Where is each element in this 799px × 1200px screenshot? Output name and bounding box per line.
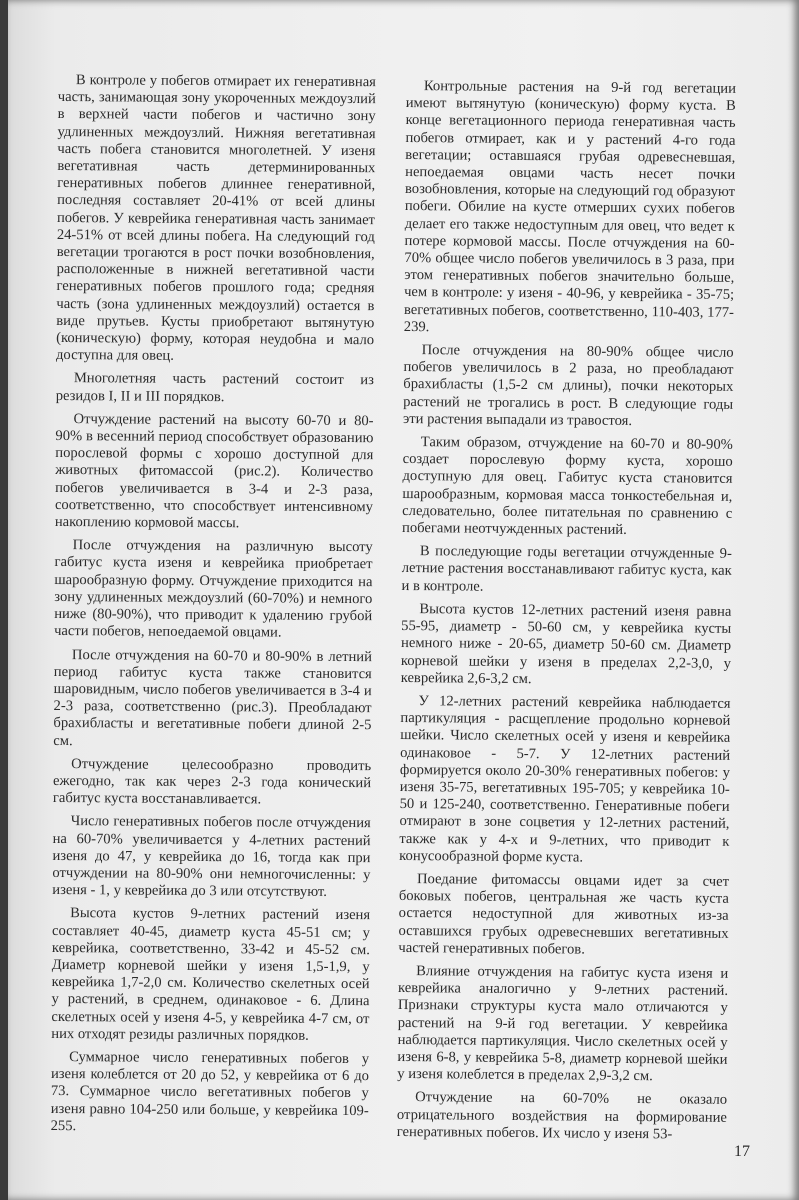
page-number: 17 — [734, 1143, 750, 1160]
paragraph: Высота кустов 9-летних растений изеня составляет 40-45, диаметр куста 45-51 см; у кеврейика, соответственно, 33-42 и 45-52 см. Диаметр корневой шейки у изеня 1,5-1,9, у кеврейика 1,7-2,0 см. Количество скелетных осей у растений, в среднем, одинаковое - 6. Длина скелетных осей у изеня 4-5, у кеврейика 4-7 см, от них отходят резиды различных порядков. — [51, 905, 371, 1044]
paragraph: После отчуждения на 60-70 и 80-90% в летний период габитус куста также становится шаровидным, число побегов увеличивается в 3-4 и 2-3 раза, соответственно (рис.3). Преобладают брахибласты и вегетативные побеги длиной 2-5 см. — [53, 646, 372, 749]
paragraph: В последующие годы вегетации отчужденные 9-летние растения восстанавливают габитус куста, как и в контроле. — [401, 543, 732, 595]
paragraph: После отчуждения на различную высоту габитус куста изеня и кеврейика приобретает шарообразную форму. Отчуждение приходится на зону удлиненных междоузлий (60-70%) и немного ниже (80-90%), что приводит к удалению грубой части побегов, непоедаемой овцами. — [54, 537, 373, 641]
paragraph: Отчуждение на 60-70% не оказало отрицательного воздействия на формирование генеративных побегов. Их число у изеня 53- — [396, 1089, 728, 1143]
paragraph: У 12-летних растений кеврейика наблюдается партикуляция - расщепление продольно корневой шейки. Число скелетных осей у изеня и кеврейика одинаковое - 5-7. У 12-летних растений формируется около 20-30% генеративных побегов: у изеня 35-75, вегетативных 195-705; у кеврейика 10-50 и 125-240, соответственно. Генеративные побеги отмирают в зоне соцветия у 12-летних растений, также как у 4-х и 9-летних, что приводит к конусообразной форме куста. — [399, 693, 731, 866]
paragraph: Таким образом, отчуждение на 60-70 и 80-90% создает порослевую форму куста, хорошо доступную для овец. Габитус куста становится шарообразным, кормовая масса тонкостебельная и, следовательно, более питательная по сравнению с побегами неотчужденных растений. — [402, 434, 733, 539]
paragraph: В контроле у побегов отмирает их генеративная часть, занимающая зону укороченных междоузлий в верхней части побегов и частично зону удлиненных междоузлий. Нижняя вегетативная часть побега становится многолетней. У изеня вегетативная часть детерминированных генеративных побегов длиннее генеративной, последняя составляет 20-41% от всей длины побегов. У кеврейика генеративная часть занимает 24-51% от всей длины побега. На следующий год вегетации трогаются в рост почки возобновления, расположенные в нижней вегетативной части генеративных побегов прошлого года; средняя часть (зона удлиненных междоузлий) остается в виде прутьев. Кусты приобретают вытянутую (коническую) форму, которая неудобна и мало доступна для овец. — [55, 72, 376, 365]
right-column — [397, 78, 736, 1150]
paragraph: Поедание фитомассы овцами идет за счет боковых побегов, центральная же часть куста остается недоступной для животных из-за оставшихся грубых одревесневших вегетативных частей генеративных побегов. — [398, 871, 730, 958]
paragraph: Высота кустов 12-летних растений изеня равна 55-95, диаметр - 50-60 см, у кеврейика кусты немного ниже - 20-65, диаметр 50-60 см. Диаметр корневой шейки у изеня в пределах 2,2-3,0, у кеврейика 2,6-3,2 см. — [400, 601, 732, 687]
paragraph: Многолетняя часть растений состоит из резидов I, II и III порядков. — [55, 370, 374, 405]
paragraph: Отчуждение растений на высоту 60-70 и 80-90% в весенний период способствует образованию порослевой формы с хорошо доступной для животных фитомассой (рис.2). Количество побегов увеличивается в 3-4 и 2-3 раза, соответственно, что способствует интенсивному накоплению кормовой массы. — [54, 410, 374, 532]
paragraph: Влияние отчуждения на габитус куста изеня и кеврейика аналогично у 9-летних растений. Признаки структуры куста мало отличаются у растений на 9-й год вегетации. У кеврейика наблюдается партикуляция. Число скелетных осей у изеня 6-8, у кеврейика 5-8, диаметр корневой шейки у изеня колеблется в пределах 2,9-3,2 см. — [397, 963, 729, 1085]
paragraph: Суммарное число генеративных побегов у изеня колеблется от 20 до 52, у кеврейика от 6 до 73. Суммарное число вегетативных побегов у изеня равно 104-250 или больше, у кеврейика 109-255. — [50, 1049, 370, 1134]
paragraph: Контрольные растения на 9-й год вегетации имеют вытянутую (коническую) форму куста. В конце вегетационного периода генеративная часть побегов отмирает, как и у растений 4-го года вегетации; оставшаяся грубая одревесневшая, непоедаемая овцами часть несет почки возобновления, которые на следующий год образуют побеги. Обилие на кусте отмерших сухих побегов делает его также недоступным для овец, что ведет к потере кормовой массы. После отчуждения на 60-70% общее число побегов увеличилось в 3 раза, при этом генеративных побегов значительно больше, чем в контроле: у изеня - 40-96, у кеврейика - 35-75; вегетативных побегов, соответственно, 110-403, 177-239. — [403, 78, 736, 336]
paragraph: Отчуждение целесообразно проводить ежегодно, так как через 2-3 года конический габитус куста восстанавливается. — [52, 755, 372, 808]
paragraph: Число генеративных побегов после отчуждения на 60-70% увеличивается у 4-летних растений изеня до 47, у кеврейика до 16, тогда как при отчуждении на 80-90% они немногочисленны: у изеня - 1, у кеврейика до 3 или отсутствуют. — [52, 813, 371, 901]
document-page — [8, 0, 799, 1200]
left-column — [51, 72, 376, 1143]
paragraph: После отчуждения на 80-90% общее число побегов увеличилось в 2 раза, но преобладают брахибласты (1,5-2 см длины), почки некоторых растений не трогались в рост. В следующие годы эти растения выпадали из травостоя. — [402, 342, 734, 429]
